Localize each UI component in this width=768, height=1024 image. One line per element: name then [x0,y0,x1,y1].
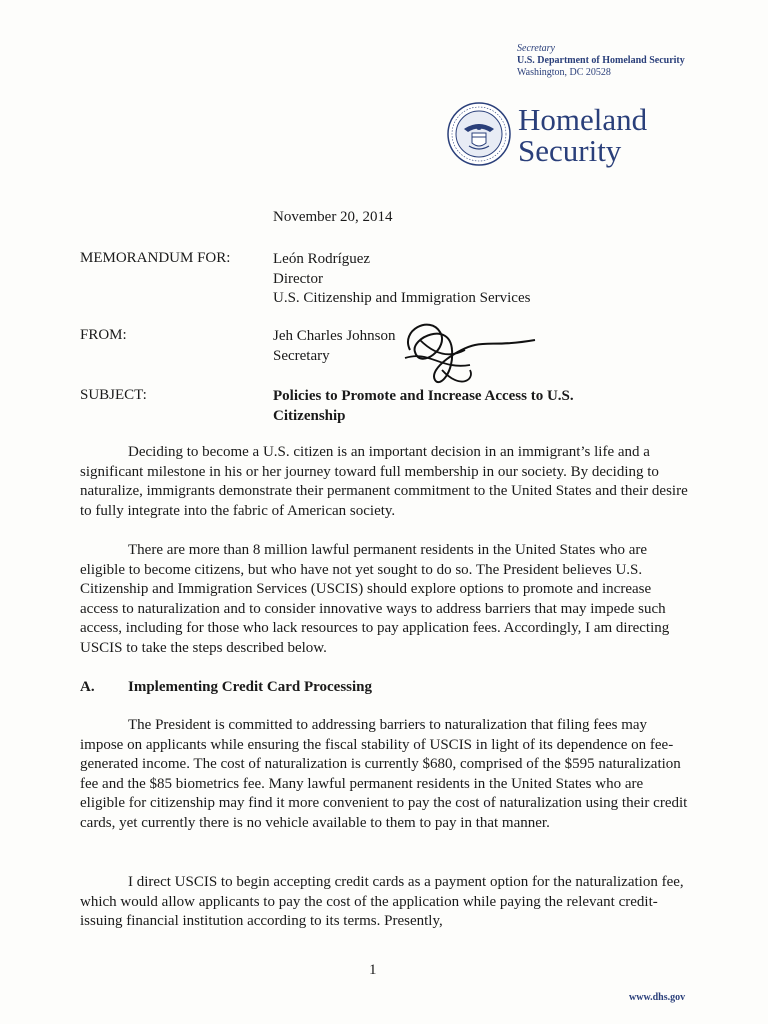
page-number: 1 [369,962,377,978]
from-title: Secretary [273,347,330,364]
to-label: MEMORANDUM FOR: [80,250,231,266]
subject-block [273,387,574,426]
to-block [273,250,530,309]
section-letter: A. [80,679,95,695]
wordmark-line-1: Homeland [518,102,648,137]
letterhead-location: Washington, DC 20528 [517,67,611,78]
to-title: Director [273,270,323,287]
from-name: Jeh Charles Johnson [273,328,396,344]
to-name: León Rodríguez [273,251,371,267]
dhs-wordmark [518,104,647,166]
paragraph-2 [80,541,690,659]
memo-date: November 20, 2014 [273,209,393,225]
paragraph-4 [80,873,690,932]
subject-line-2: Citizenship [273,407,346,424]
paragraph-2-text: There are more than 8 million lawful permanent residents in the United States who are eligible to become citizens, but who have not yet sought to do so. The President believes U.S. Citizenship and Immigration Services (USCIS) should explore options to promote and increase access to naturalization and to consider innovative ways to address barriers that may impede such access, including for those who lack resources to pay application fees. Accordingly, I am directing USCIS to take the steps described below. [80,542,670,656]
paragraph-1-text: Deciding to become a U.S. citizen is an important decision in an immigrant’s life and a significant milestone in his or her journey toward full membership in our society. By deciding to naturalize, immigrants demonstrate their permanent commitment to the United States and their desire to fully integrate into the fabric of American society. [80,444,688,519]
letterhead-role: Secretary [517,43,555,54]
section-title: Implementing Credit Card Processing [128,679,373,695]
subject-line-1: Policies to Promote and Increase Access to U.S. [273,388,574,404]
section-heading [80,679,372,696]
paragraph-3-text: The President is committed to addressing barriers to naturalization that filing fees may impose on applicants while ensuring the fiscal stability of USCIS in light of its dependence on fee-generated income. The cost of naturalization is currently $680, comprised of the $595 naturalization fee and the $85 biometrics fee. Many lawful permanent residents in the United States who are eligible for citizenship may find it more convenient to pay the cost of naturalization using their credit cards, yet currently there is no vehicle available to them to pay in that manner. [80,717,688,831]
paragraph-4-text: I direct USCIS to begin accepting credit cards as a payment option for the naturalization fee, which would allow applicants to pay the cost of the application while paying the relevant credit-issuing financial institution according to its terms. Presently, [80,874,684,930]
signature-image [380,310,540,392]
to-org: U.S. Citizenship and Immigration Services [273,290,531,306]
footer-url: www.dhs.gov [629,992,686,1003]
from-label: FROM: [80,327,127,343]
letterhead-department: U.S. Department of Homeland Security [517,55,685,66]
dhs-seal-icon [446,101,512,167]
from-block [273,327,396,366]
wordmark-line-2: Security [518,133,622,168]
paragraph-1 [80,443,690,521]
subject-label: SUBJECT: [80,387,147,403]
letterhead-address [517,43,685,79]
paragraph-3 [80,716,690,834]
